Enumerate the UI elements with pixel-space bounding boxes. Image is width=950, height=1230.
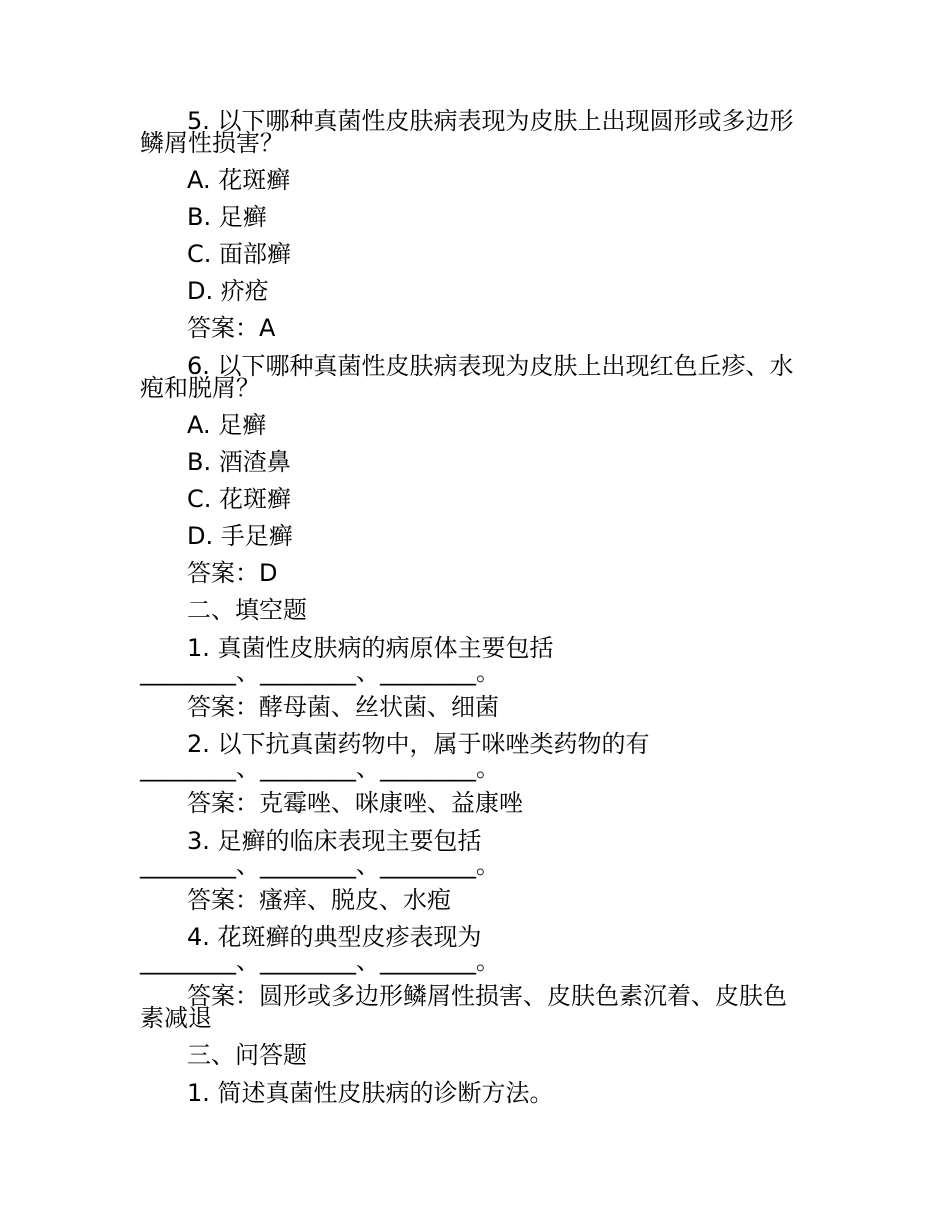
section-title-essay: 三、问答题 bbox=[187, 1041, 307, 1069]
q6-option-d: D. 手足癣 bbox=[187, 522, 293, 550]
q5-stem-line1: 5. 以下哪种真菌性皮肤病表现为皮肤上出现圆形或多边形 bbox=[187, 107, 794, 135]
fill1-blanks: ________、________、________。 bbox=[140, 658, 500, 686]
q5-answer: 答案：A bbox=[187, 314, 276, 342]
q5-option-b: B. 足癣 bbox=[187, 203, 267, 231]
fill3-stem: 3. 足癣的临床表现主要包括 bbox=[187, 827, 482, 855]
q6-option-c: C. 花斑癣 bbox=[187, 485, 292, 513]
fill4-answer-line1: 答案：圆形或多边形鳞屑性损害、皮肤色素沉着、皮肤色 bbox=[187, 982, 787, 1010]
fill1-stem: 1. 真菌性皮肤病的病原体主要包括 bbox=[187, 634, 554, 662]
q6-stem-line2: 疱和脱屑？ bbox=[140, 374, 260, 402]
q6-option-a: A. 足癣 bbox=[187, 411, 267, 439]
q5-option-a: A. 花斑癣 bbox=[187, 166, 291, 194]
q5-option-d: D. 疥疮 bbox=[187, 277, 269, 305]
q6-option-b: B. 酒渣鼻 bbox=[187, 448, 291, 476]
q5-option-c: C. 面部癣 bbox=[187, 240, 292, 268]
fill2-stem: 2. 以下抗真菌药物中，属于咪唑类药物的有 bbox=[187, 730, 650, 758]
fill3-answer: 答案：瘙痒、脱皮、水疱 bbox=[187, 886, 451, 914]
fill4-answer-line2: 素减退 bbox=[140, 1004, 212, 1032]
fill2-answer: 答案：克霉唑、咪康唑、益康唑 bbox=[187, 789, 523, 817]
fill3-blanks: ________、________、________。 bbox=[140, 851, 500, 879]
q5-stem-line2: 鳞屑性损害？ bbox=[140, 129, 284, 157]
fill4-stem: 4. 花斑癣的典型皮疹表现为 bbox=[187, 923, 482, 951]
section-title-fill-in: 二、填空题 bbox=[187, 596, 307, 624]
fill2-blanks: ________、________、________。 bbox=[140, 754, 500, 782]
q6-stem-line1: 6. 以下哪种真菌性皮肤病表现为皮肤上出现红色丘疹、水 bbox=[187, 352, 794, 380]
fill4-blanks: ________、________、________。 bbox=[140, 947, 500, 975]
q6-answer: 答案：D bbox=[187, 559, 278, 587]
fill1-answer: 答案：酵母菌、丝状菌、细菌 bbox=[187, 693, 499, 721]
essay1-stem: 1. 简述真菌性皮肤病的诊断方法。 bbox=[187, 1079, 554, 1107]
